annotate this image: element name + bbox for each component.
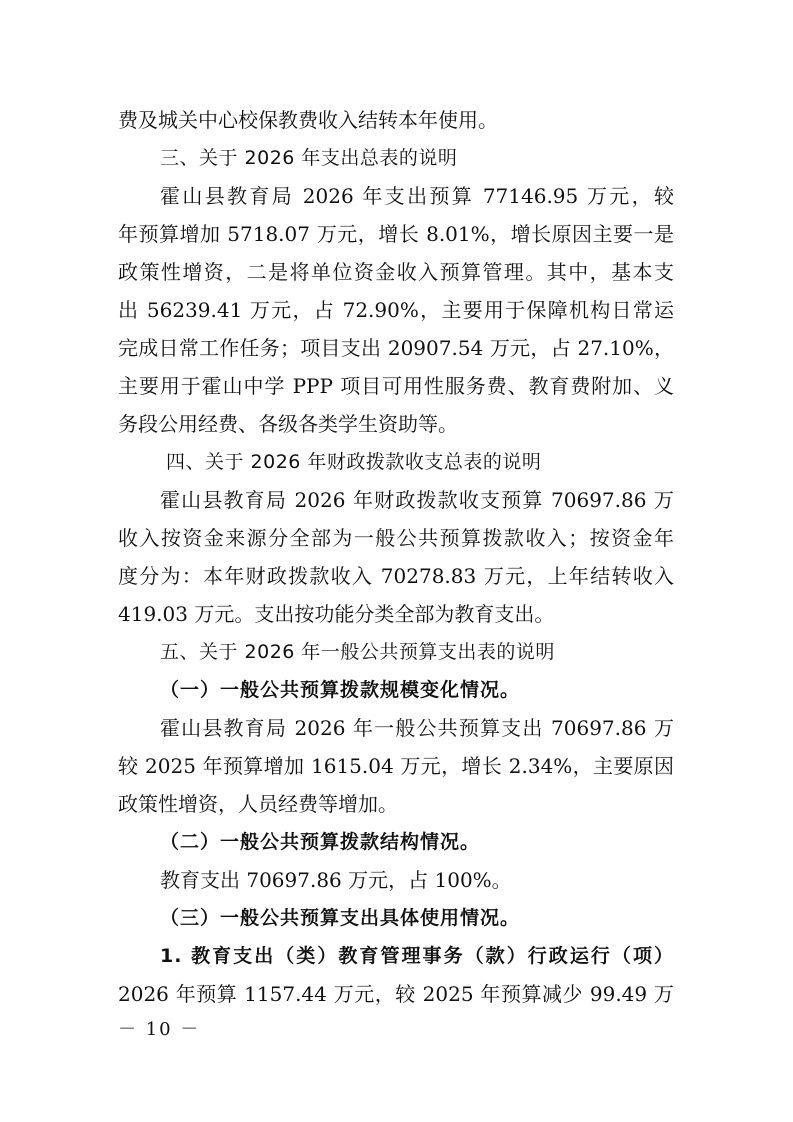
paragraph-line	[0, 176, 793, 216]
paragraph-line	[0, 708, 793, 748]
subheading-text: （三）一般公共预算支出具体使用情况。	[160, 907, 521, 929]
text-line: 年预算增加 5718.07 万元，增长 8.01%，增长原因主要一是	[118, 222, 674, 246]
paragraph-line	[0, 214, 793, 254]
text-line: 费及城关中心校保教费收入结转本年使用。	[118, 108, 498, 132]
text-line: 419.03 万元。支出按功能分类全部为教育支出。	[118, 602, 555, 626]
paragraph-line	[0, 404, 793, 444]
paragraph-line	[0, 746, 793, 786]
subheading-1	[0, 670, 793, 710]
paragraph-line	[0, 860, 793, 900]
text-line: 霍山县教育局 2026 年支出预算 77146.95 万元，较	[160, 184, 674, 208]
heading-text: 五、关于 2026 年一般公共预算支出表的说明	[160, 641, 555, 663]
text-line: 出 56239.41 万元，占 72.90%，主要用于保障机构日常运	[118, 298, 674, 322]
subheading-text: （一）一般公共预算拨款规模变化情况。	[160, 679, 521, 701]
text-line: 较 2025 年预算增加 1615.04 万元，增长 2.34%，主要原因	[118, 754, 674, 778]
heading-text: 三、关于 2026 年支出总表的说明	[160, 147, 458, 169]
section-heading-3	[0, 138, 793, 178]
text-line: 收入按资金来源分全部为一般公共预算拨款收入；按资金年	[118, 526, 674, 550]
page-number: － 10 －	[118, 1019, 201, 1040]
heading-text: 四、关于 2026 年财政拨款收支总表的说明	[166, 451, 542, 473]
text-line: 霍山县教育局 2026 年财政拨款收支预算 70697.86 万	[160, 488, 674, 512]
text-line: 政策性增资，人员经费等增加。	[118, 792, 398, 816]
paragraph-line	[0, 556, 793, 596]
text-line: 务段公用经费、各级各类学生资助等。	[118, 412, 458, 436]
paragraph-line	[0, 974, 793, 1014]
text-line: 度分为：本年财政拨款收入 70278.83 万元，上年结转收入	[118, 564, 674, 588]
paragraph-line	[0, 784, 793, 824]
paragraph-line	[0, 594, 793, 634]
section-heading-5	[0, 632, 793, 672]
paragraph-line	[0, 480, 793, 520]
text-line: 教育支出 70697.86 万元，占 100%。	[160, 868, 512, 892]
item-heading-1	[0, 936, 793, 976]
paragraph-line	[0, 518, 793, 558]
text-line: 2026 年预算 1157.44 万元，较 2025 年预算减少 99.49 万	[118, 982, 674, 1006]
paragraph-line	[0, 328, 793, 368]
subheading-2	[0, 822, 793, 862]
text-line: 完成日常工作任务；项目支出 20907.54 万元，占 27.10%，	[118, 336, 674, 360]
paragraph-continuation-line	[0, 100, 793, 140]
subheading-text: （二）一般公共预算拨款结构情况。	[160, 831, 481, 853]
text-line: 主要用于霍山中学 PPP 项目可用性服务费、教育费附加、义	[118, 374, 674, 398]
text-line: 政策性增资，二是将单位资金收入预算管理。其中，基本支	[118, 260, 674, 284]
paragraph-line	[0, 290, 793, 330]
section-heading-4	[0, 442, 793, 482]
text-line: 霍山县教育局 2026 年一般公共预算支出 70697.86 万	[160, 716, 674, 740]
item-heading-text: 1. 教育支出（类）教育管理事务（款）行政运行（项）	[160, 945, 674, 967]
paragraph-line	[0, 366, 793, 406]
paragraph-line	[0, 252, 793, 292]
subheading-3	[0, 898, 793, 938]
